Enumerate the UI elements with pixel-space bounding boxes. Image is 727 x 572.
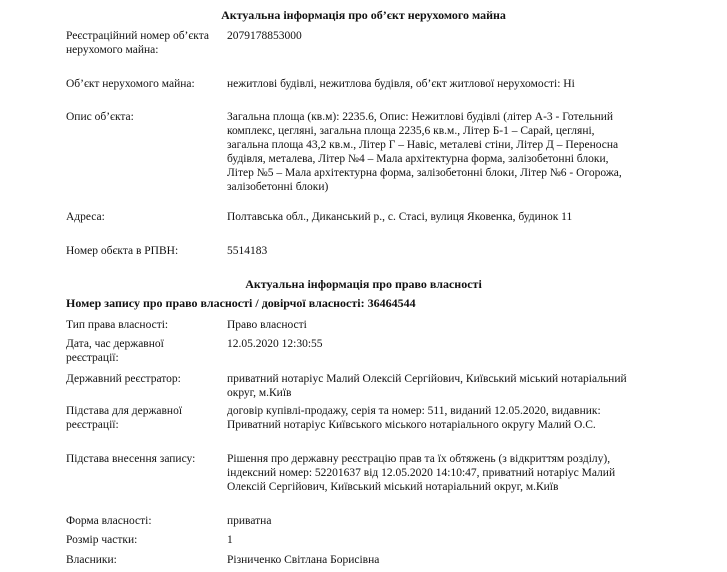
field-value: Рішення про державну реєстрацію прав та їх обтяжень (з відкриттям розділу), індексний номер: 52201637 від 12.05.2020 14:10:47, приватний нотаріус Малий Олексій Сергійович, Київський міський нотаріальний округ, м.Київ — [227, 453, 616, 493]
field-label: Форма власності: — [66, 515, 152, 527]
field-label: Підстава внесення запису: — [66, 453, 196, 465]
field-value: Різниченко Світлана Борисівна — [227, 554, 380, 566]
field-label: Опис об’єкта: — [66, 111, 134, 123]
field-value: Право власності — [227, 319, 307, 331]
property-section-title: Актуальна інформація про об’єкт нерухомого майна — [221, 8, 506, 22]
field-label: Розмір частки: — [66, 534, 138, 546]
field-value: 2079178853000 — [227, 30, 302, 42]
field-value: приватний нотаріус Малий Олексій Сергійович, Київський міський нотаріальний округ, м.Київ — [227, 373, 627, 399]
field-value: 5514183 — [227, 245, 268, 257]
field-value: договір купівлі-продажу, серія та номер: 511, виданий 12.05.2020, видавник: Приватний нотаріус Київського міського нотаріального округу Малий О.С. — [227, 405, 601, 431]
field-value: приватна — [227, 515, 272, 527]
field-value: 12.05.2020 12:30:55 — [227, 338, 323, 350]
field-label: Адреса: — [66, 211, 105, 223]
field-label: Об’єкт нерухомого майна: — [66, 78, 195, 90]
field-label: Тип права власності: — [66, 319, 169, 331]
field-label: Дата, час державної реєстрації: — [66, 338, 164, 364]
field-value: Полтавська обл., Диканський р., с. Стасі, вулиця Яковенка, будинок 11 — [227, 211, 573, 223]
ownership-section-title: Актуальна інформація про право власності — [245, 277, 482, 291]
field-label: Власники: — [66, 554, 117, 566]
field-value: 1 — [227, 534, 233, 546]
field-label: Підстава для державної реєстрації: — [66, 405, 183, 431]
field-label: Державний реєстратор: — [66, 373, 181, 385]
field-value: Загальна площа (кв.м): 2235.6, Опис: Нежитлові будівлі (літер А-3 - Готельний комплекс, цеглянi, загальна площа 2235,6 кв.м., Літер Б-1 – Сарай, цеглянi, загальна площа 43,2 кв.м., Літер Г – Навіс, металеві стіни, Літер Д – Переносна будівля, металева, Літер №4 – Мала архітектурна форма, залізобетонні блоки, Літер №5 – Мала архітектурна форма, залізобетонні блоки, Літер №6 - Огорожа, залізобетонні блоки) — [227, 111, 622, 193]
field-label: Номер обєкта в РПВН: — [66, 245, 179, 257]
field-label: Реєстраційний номер об’єкта нерухомого майна: — [66, 30, 210, 56]
field-value: нежитлові будівлі, нежитлова будівля, об’єкт житлової нерухомості: Ні — [227, 78, 575, 90]
ownership-record-title: Номер запису про право власності / довірчої власності: 36464544 — [66, 296, 416, 310]
